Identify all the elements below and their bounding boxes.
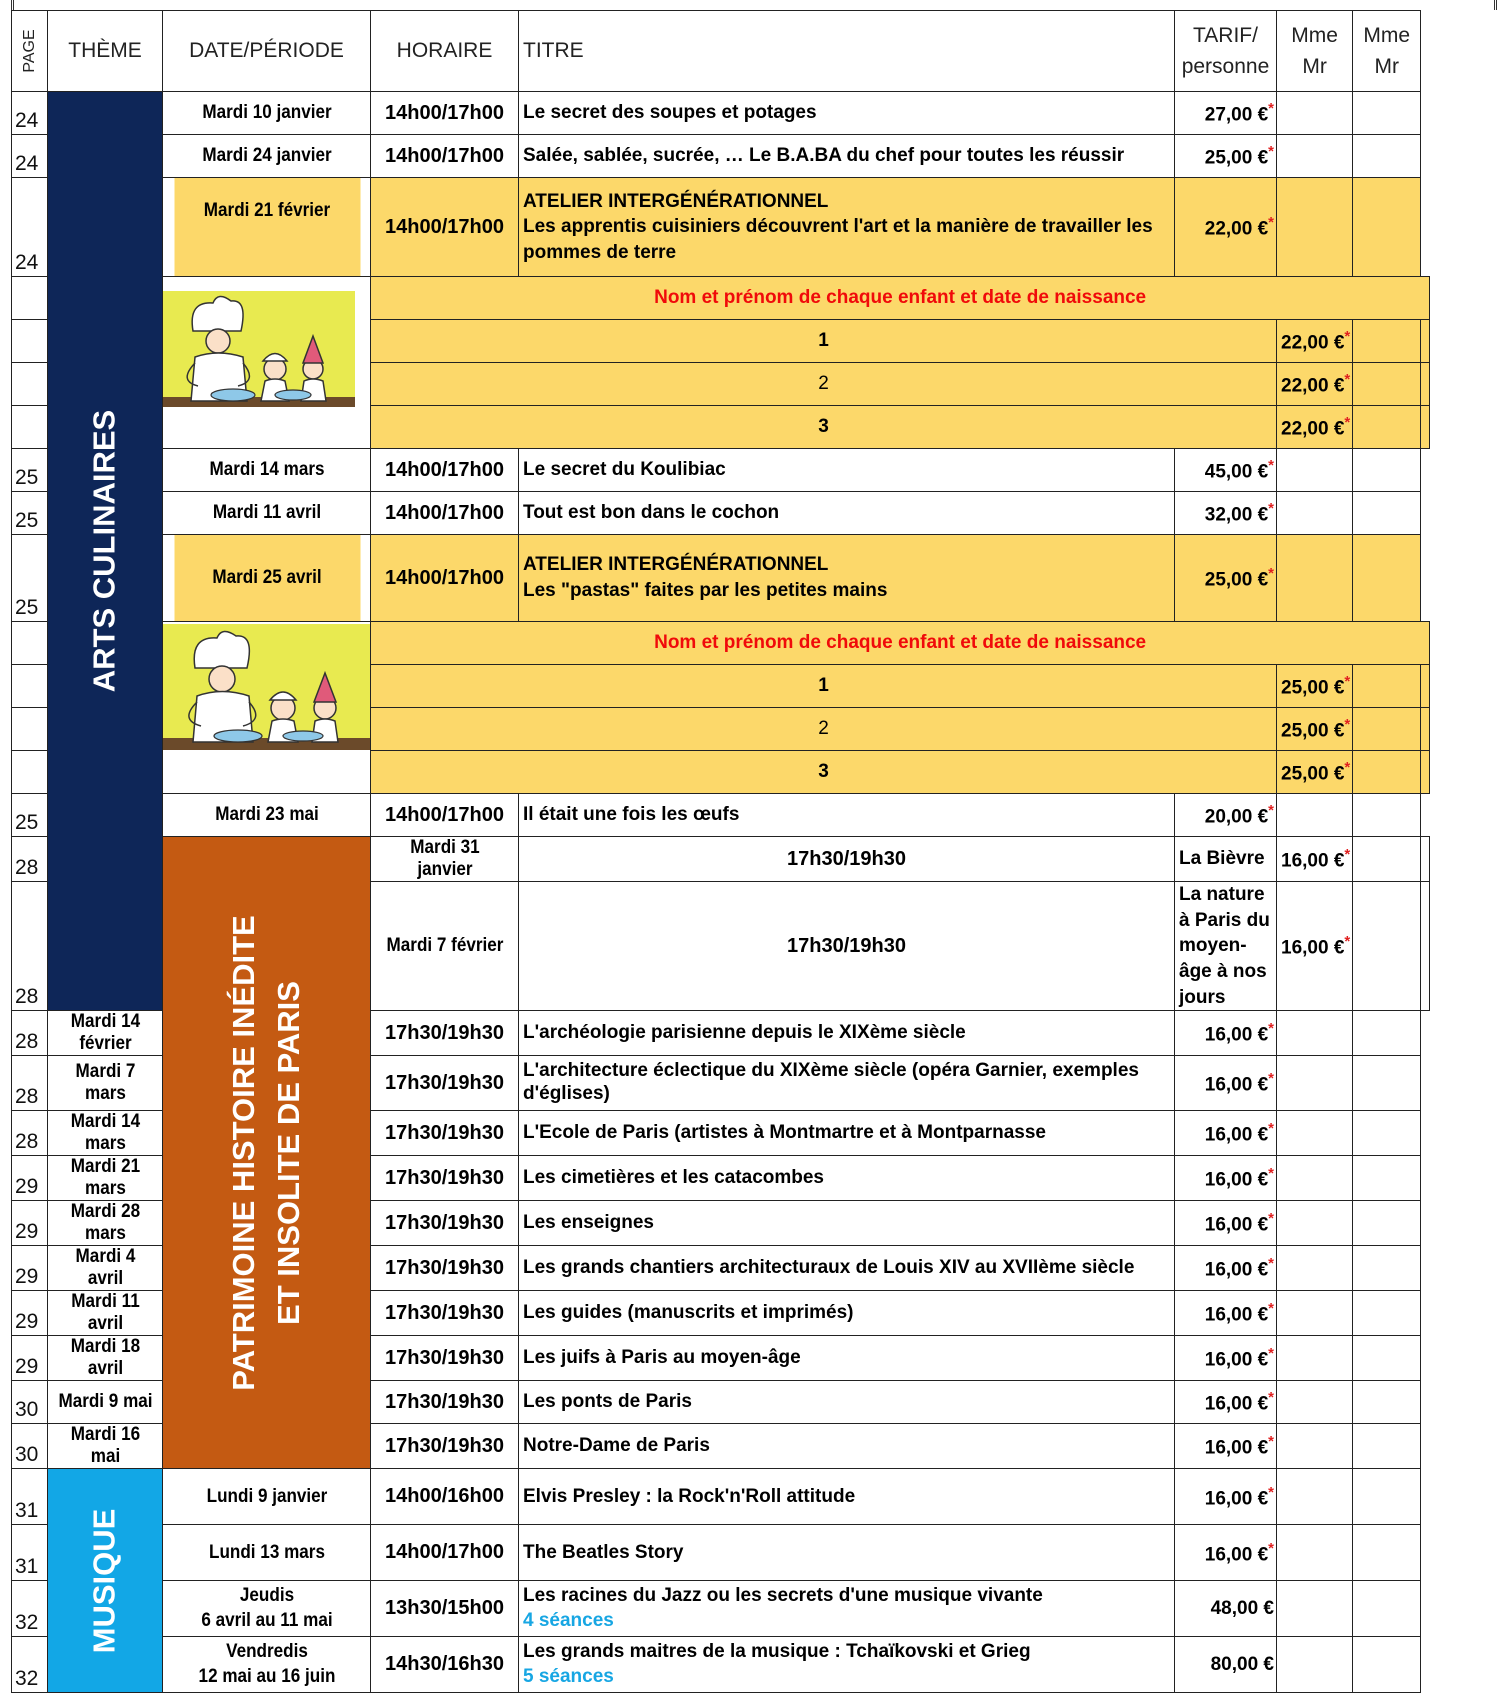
title-cell: Tout est bon dans le cochon [519, 492, 1175, 535]
title-cell: ATELIER INTERGÉNÉRATIONNEL Les apprentis cuisiniers découvrent l'art et la manière de travailler les pommes de terre [519, 178, 1175, 277]
price-cell: 16,00 €* [1175, 1291, 1277, 1336]
date-cell: Mardi 14 février [53, 1011, 157, 1056]
program-table [11, 10, 1430, 1693]
price-cell: 16,00 €* [1175, 1056, 1277, 1111]
time-cell: 14h00/17h00 [371, 92, 519, 135]
mme-mr-input-2[interactable] [1421, 363, 1430, 406]
price-cell: 25,00 €* [1175, 535, 1277, 622]
theme-patrimoine [163, 837, 371, 1469]
page-number: 29 [12, 1336, 48, 1381]
mme-mr-input-2[interactable] [1353, 1581, 1421, 1637]
page-number: 29 [12, 1291, 48, 1336]
date-cell: Mardi 16 mai [53, 1424, 157, 1469]
mme-mr-input-2[interactable] [1353, 1336, 1421, 1381]
date-cell: Mardi 21 février [173, 178, 360, 277]
time-cell: 17h30/19h30 [519, 882, 1175, 1011]
date-cell: Mardi 10 janvier [173, 92, 360, 135]
mme-mr-input-2[interactable] [1353, 492, 1421, 535]
time-cell: 14h00/17h00 [371, 178, 519, 277]
date-cell: Mardi 9 mai [53, 1381, 157, 1424]
page-number: 28 [12, 837, 48, 882]
date-cell: Mardi 14 mars [53, 1111, 157, 1156]
title-cell: Les juifs à Paris au moyen-âge [519, 1336, 1175, 1381]
header-titre: TITRE [519, 11, 1175, 92]
title-cell: Les ponts de Paris [519, 1381, 1175, 1424]
mme-mr-input-2[interactable] [1353, 535, 1421, 622]
mme-mr-input-1[interactable] [1353, 406, 1421, 449]
header-horaire: HORAIRE [371, 11, 519, 92]
price-cell: 16,00 €* [1175, 1381, 1277, 1424]
mme-mr-input-1[interactable] [1277, 794, 1353, 837]
price-cell: 16,00 €* [1175, 1201, 1277, 1246]
page-number: 25 [12, 535, 48, 622]
time-cell: 14h00/17h00 [371, 794, 519, 837]
mme-mr-input-1[interactable] [1353, 837, 1421, 882]
price-cell: 20,00 €* [1175, 794, 1277, 837]
page-number [12, 320, 48, 363]
time-cell: 14h00/17h00 [371, 1525, 519, 1581]
price-cell: 25,00 €* [1175, 135, 1277, 178]
title-cell: L'archéologie parisienne depuis le XIXème siècle [519, 1011, 1175, 1056]
mme-mr-input-1[interactable] [1277, 1201, 1353, 1246]
mme-mr-input-1[interactable] [1277, 492, 1353, 535]
page-number: 31 [12, 1525, 48, 1581]
header-page: PAGE [12, 11, 48, 92]
header-date: DATE/PÉRIODE [163, 11, 371, 92]
mme-mr-input-2[interactable] [1421, 406, 1430, 449]
children-names-label: Nom et prénom de chaque enfant et date de naissance [371, 277, 1430, 320]
mme-mr-input-1[interactable] [1277, 1424, 1353, 1469]
time-cell: 17h30/19h30 [519, 837, 1175, 882]
time-cell: 14h30/16h30 [371, 1637, 519, 1693]
child-name-input[interactable]: 1 [371, 665, 1277, 708]
title-cell: Le secret des soupes et potages [519, 92, 1175, 135]
mme-mr-input-2[interactable] [1353, 1469, 1421, 1525]
theme-musique [48, 1469, 163, 1693]
price-cell: 32,00 €* [1175, 492, 1277, 535]
price-cell: 16,00 €* [1277, 837, 1353, 882]
page-number: 28 [12, 1111, 48, 1156]
time-cell: 14h00/17h00 [371, 492, 519, 535]
mme-mr-input-1[interactable] [1277, 1056, 1353, 1111]
theme-label: PATRIMOINE HISTOIRE INÉDITE ET INSOLITE DE PARIS [225, 914, 306, 1391]
page-number: 25 [12, 794, 48, 837]
price-cell: 16,00 €* [1175, 1011, 1277, 1056]
price-cell: 16,00 €* [1175, 1469, 1277, 1525]
child-name-input[interactable]: 2 [371, 708, 1277, 751]
table-row [12, 794, 1430, 837]
mme-mr-input-2[interactable] [1353, 1424, 1421, 1469]
page-number [12, 277, 48, 320]
chef-kids-icon [163, 624, 370, 750]
child-name-input[interactable]: 2 [371, 363, 1277, 406]
frame-top [11, 0, 1497, 10]
date-cell: Mardi 18 avril [53, 1336, 157, 1381]
time-cell: 17h30/19h30 [371, 1246, 519, 1291]
children-header-row [12, 622, 1430, 665]
time-cell: 13h30/15h00 [371, 1581, 519, 1637]
table-row [12, 535, 1430, 622]
date-cell: Mardi 23 mai [173, 794, 360, 837]
page-number: 28 [12, 1011, 48, 1056]
mme-mr-input-1[interactable] [1277, 1156, 1353, 1201]
price-cell: 27,00 €* [1175, 92, 1277, 135]
header-theme: THÈME [48, 11, 163, 92]
mme-mr-input-2[interactable] [1421, 320, 1430, 363]
page-number: 25 [12, 492, 48, 535]
page-number: 28 [12, 882, 48, 1011]
price-cell: 16,00 €* [1175, 1424, 1277, 1469]
mme-mr-input-1[interactable] [1277, 1011, 1353, 1056]
date-cell: Mardi 21 mars [53, 1156, 157, 1201]
child-name-input[interactable]: 3 [371, 751, 1277, 794]
mme-mr-input-1[interactable] [1277, 1111, 1353, 1156]
table-row [12, 837, 1430, 882]
page-number: 25 [12, 449, 48, 492]
title-cell: L'Ecole de Paris (artistes à Montmartre et à Montparnasse [519, 1111, 1175, 1156]
mme-mr-input-1[interactable] [1353, 751, 1421, 794]
date-cell: Mardi 7 février [378, 882, 511, 1011]
title-cell: The Beatles Story [519, 1525, 1175, 1581]
child-name-input[interactable]: 3 [371, 406, 1277, 449]
date-cell: Mardi 7 mars [53, 1056, 157, 1111]
time-cell: 17h30/19h30 [371, 1111, 519, 1156]
mme-mr-input-2[interactable] [1353, 1201, 1421, 1246]
page-number: 29 [12, 1201, 48, 1246]
price-cell: 22,00 €* [1277, 406, 1353, 449]
date-cell: Mardi 11 avril [53, 1291, 157, 1336]
date-cell: Jeudis 6 avril au 11 mai [173, 1581, 360, 1637]
mme-mr-input-2[interactable] [1421, 837, 1430, 882]
mme-mr-input-1[interactable] [1277, 1291, 1353, 1336]
title-cell: Elvis Presley : la Rock'n'Roll attitude [519, 1469, 1175, 1525]
date-cell: Mardi 24 janvier [173, 135, 360, 178]
title-cell: ATELIER INTERGÉNÉRATIONNEL Les "pastas" faites par les petites mains [519, 535, 1175, 622]
title-cell: Les enseignes [519, 1201, 1175, 1246]
mme-mr-input-1[interactable] [1353, 882, 1421, 1011]
mme-mr-input-2[interactable] [1353, 92, 1421, 135]
mme-mr-input-2[interactable] [1353, 1011, 1421, 1056]
title-cell: Les grands maitres de la musique : Tchaïkovski et Grieg 5 séances [519, 1637, 1175, 1693]
mme-mr-input-2[interactable] [1353, 135, 1421, 178]
time-cell: 17h30/19h30 [371, 1336, 519, 1381]
time-cell: 14h00/16h00 [371, 1469, 519, 1525]
mme-mr-input-1[interactable] [1277, 535, 1353, 622]
mme-mr-input-2[interactable] [1353, 1525, 1421, 1581]
page-number: 30 [12, 1381, 48, 1424]
child-name-input[interactable]: 1 [371, 320, 1277, 363]
date-cell: Mardi 14 mars [173, 449, 360, 492]
time-cell: 14h00/17h00 [371, 449, 519, 492]
mme-mr-input-2[interactable] [1421, 665, 1430, 708]
title-cell: Les racines du Jazz ou les secrets d'une musique vivante 4 séances [519, 1581, 1175, 1637]
title-cell: Il était une fois les œufs [519, 794, 1175, 837]
mme-mr-input-1[interactable] [1277, 1469, 1353, 1525]
price-cell: 25,00 €* [1277, 708, 1353, 751]
chef-illustration [163, 277, 371, 449]
page-number: 24 [12, 178, 48, 277]
time-cell: 17h30/19h30 [371, 1201, 519, 1246]
title-cell: Notre-Dame de Paris [519, 1424, 1175, 1469]
mme-mr-input-2[interactable] [1353, 1056, 1421, 1111]
price-cell: 48,00 € [1175, 1581, 1277, 1637]
header-row [12, 11, 1430, 92]
page-number [12, 665, 48, 708]
children-header-row [12, 277, 1430, 320]
time-cell: 17h30/19h30 [371, 1381, 519, 1424]
theme-label: ARTS CULINAIRES [86, 409, 122, 693]
title-cell: Le secret du Koulibiac [519, 449, 1175, 492]
price-cell: 25,00 €* [1277, 665, 1353, 708]
title-cell: La nature à Paris du moyen-âge à nos jours [1175, 882, 1277, 1011]
page-number: 31 [12, 1469, 48, 1525]
mme-mr-input-2[interactable] [1353, 178, 1421, 277]
price-cell: 22,00 €* [1277, 363, 1353, 406]
price-cell: 16,00 €* [1175, 1525, 1277, 1581]
theme-label: MUSIQUE [86, 1508, 122, 1654]
mme-mr-input-2[interactable] [1353, 1156, 1421, 1201]
children-names-label: Nom et prénom de chaque enfant et date de naissance [371, 622, 1430, 665]
title-cell: La Bièvre [1175, 837, 1277, 882]
chef-illustration [163, 622, 371, 794]
date-cell: Mardi 11 avril [173, 492, 360, 535]
mme-mr-input-1[interactable] [1353, 708, 1421, 751]
table-row [12, 92, 1430, 135]
page-number [12, 406, 48, 449]
date-cell: Mardi 31 janvier [378, 837, 511, 882]
page-number [12, 708, 48, 751]
mme-mr-input-1[interactable] [1277, 1581, 1353, 1637]
table-row [12, 1581, 1430, 1637]
mme-mr-input-2[interactable] [1353, 449, 1421, 492]
mme-mr-input-1[interactable] [1353, 363, 1421, 406]
mme-mr-input-2[interactable] [1421, 708, 1430, 751]
mme-mr-input-1[interactable] [1277, 449, 1353, 492]
mme-mr-input-1[interactable] [1277, 92, 1353, 135]
mme-mr-input-1[interactable] [1277, 178, 1353, 277]
table-row [12, 1525, 1430, 1581]
table-row [12, 135, 1430, 178]
date-cell: Lundi 13 mars [173, 1525, 360, 1581]
table-row [12, 492, 1430, 535]
price-cell: 16,00 €* [1175, 1246, 1277, 1291]
page-number: 32 [12, 1637, 48, 1693]
time-cell: 14h00/17h00 [371, 135, 519, 178]
time-cell: 17h30/19h30 [371, 1056, 519, 1111]
time-cell: 17h30/19h30 [371, 1156, 519, 1201]
title-cell: Les cimetières et les catacombes [519, 1156, 1175, 1201]
price-cell: 22,00 €* [1277, 320, 1353, 363]
time-cell: 14h00/17h00 [371, 535, 519, 622]
mme-mr-input-2[interactable] [1421, 882, 1430, 1011]
header-mme-mr-2: Mme Mr [1353, 11, 1421, 92]
table-row [12, 449, 1430, 492]
price-cell: 80,00 € [1175, 1637, 1277, 1693]
date-cell: Mardi 28 mars [53, 1201, 157, 1246]
title-cell: Les grands chantiers architecturaux de Louis XIV au XVIIème siècle [519, 1246, 1175, 1291]
date-cell: Mardi 25 avril [173, 535, 360, 622]
table-row [12, 1637, 1430, 1693]
time-cell: 17h30/19h30 [371, 1291, 519, 1336]
mme-mr-input-2[interactable] [1353, 1291, 1421, 1336]
price-cell: 16,00 €* [1175, 1111, 1277, 1156]
mme-mr-input-1[interactable] [1277, 1336, 1353, 1381]
mme-mr-input-1[interactable] [1277, 1637, 1353, 1693]
page-number: 32 [12, 1581, 48, 1637]
page-number: 29 [12, 1156, 48, 1201]
mme-mr-input-2[interactable] [1353, 794, 1421, 837]
title-cell: L'architecture éclectique du XIXème siècle (opéra Garnier, exemples d'églises) [519, 1056, 1175, 1111]
price-cell: 16,00 €* [1175, 1336, 1277, 1381]
mme-mr-input-1[interactable] [1277, 1525, 1353, 1581]
page-number: 29 [12, 1246, 48, 1291]
page-number: 30 [12, 1424, 48, 1469]
mme-mr-input-1[interactable] [1277, 1381, 1353, 1424]
page-number: 24 [12, 92, 48, 135]
time-cell: 17h30/19h30 [371, 1011, 519, 1056]
page-number [12, 363, 48, 406]
title-cell: Les guides (manuscrits et imprimés) [519, 1291, 1175, 1336]
table-row [12, 1469, 1430, 1525]
header-tarif: TARIF/ personne [1175, 11, 1277, 92]
price-cell: 25,00 €* [1277, 751, 1353, 794]
price-cell: 45,00 €* [1175, 449, 1277, 492]
mme-mr-input-2[interactable] [1353, 1637, 1421, 1693]
mme-mr-input-2[interactable] [1353, 1246, 1421, 1291]
price-cell: 16,00 €* [1277, 882, 1353, 1011]
price-cell: 16,00 €* [1175, 1156, 1277, 1201]
mme-mr-input-2[interactable] [1353, 1381, 1421, 1424]
time-cell: 17h30/19h30 [371, 1424, 519, 1469]
page-number [12, 622, 48, 665]
theme-culinaire [48, 92, 163, 1011]
chef-kids-icon [163, 291, 355, 407]
page-number: 24 [12, 135, 48, 178]
mme-mr-input-1[interactable] [1277, 135, 1353, 178]
table-row [12, 178, 1430, 277]
title-cell: Salée, sablée, sucrée, … Le B.A.BA du chef pour toutes les réussir [519, 135, 1175, 178]
date-cell: Lundi 9 janvier [173, 1469, 360, 1525]
page-number [12, 751, 48, 794]
date-cell: Mardi 4 avril [53, 1246, 157, 1291]
price-cell: 22,00 €* [1175, 178, 1277, 277]
mme-mr-input-1[interactable] [1353, 665, 1421, 708]
header-mme-mr-1: Mme Mr [1277, 11, 1353, 92]
mme-mr-input-1[interactable] [1277, 1246, 1353, 1291]
mme-mr-input-2[interactable] [1421, 751, 1430, 794]
mme-mr-input-1[interactable] [1353, 320, 1421, 363]
date-cell: Vendredis 12 mai au 16 juin [173, 1637, 360, 1693]
mme-mr-input-2[interactable] [1353, 1111, 1421, 1156]
page-number: 28 [12, 1056, 48, 1111]
